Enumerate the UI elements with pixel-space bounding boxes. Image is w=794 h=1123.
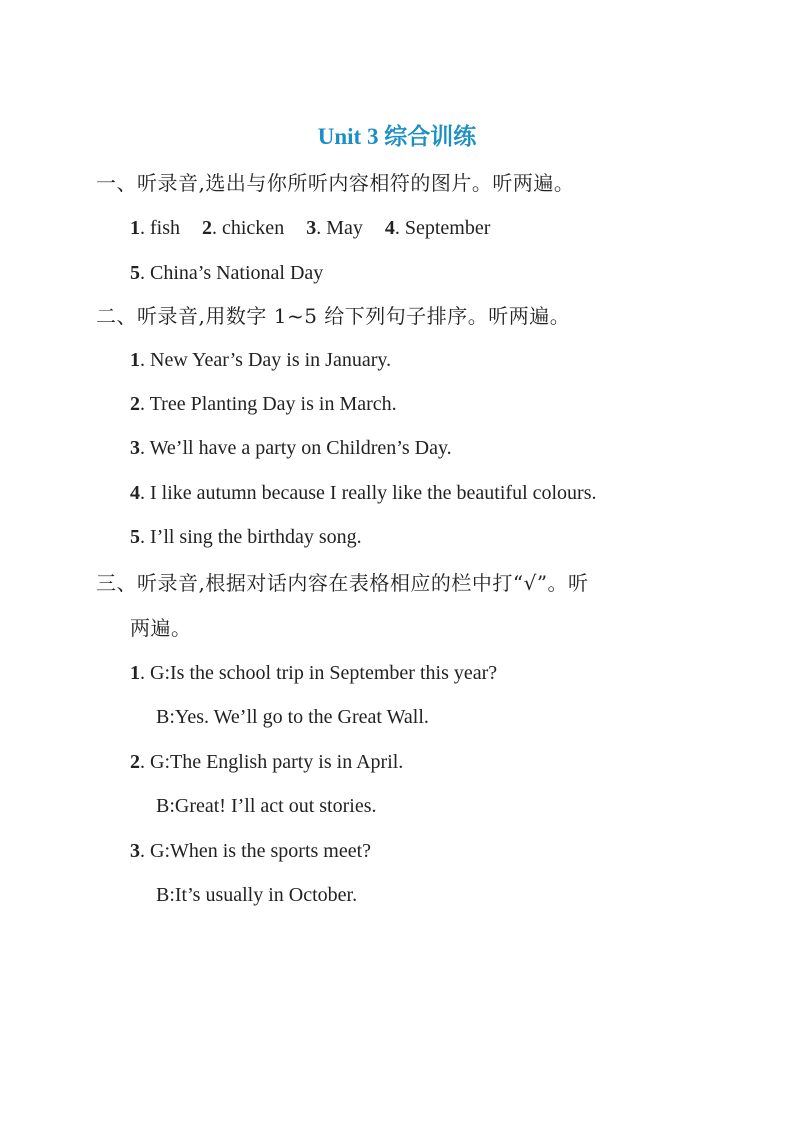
dialogue-line: 1. G:Is the school trip in September this year? — [130, 662, 498, 684]
list-item: 4. I like autumn because I really like the beautiful colours. — [130, 482, 597, 504]
list-item: 3. May — [306, 217, 363, 239]
section3-instruction-cont: 两遍。 — [130, 616, 192, 640]
dialogue-line: B:It’s usually in October. — [156, 884, 358, 906]
list-item: 1. fish — [130, 217, 180, 239]
list-item: 5. China’s National Day — [130, 262, 324, 284]
dialogue-line: 2. G:The English party is in April. — [130, 751, 404, 773]
section1-items-row — [130, 214, 490, 242]
page-title: Unit 3 综合训练 — [317, 124, 477, 149]
list-item: 2. chicken — [202, 217, 285, 239]
list-item: 4. September — [384, 217, 491, 239]
list-item: 5. I’ll sing the birthday song. — [130, 526, 362, 548]
list-item: 1. New Year’s Day is in January. — [130, 349, 392, 371]
dialogue-line: B:Great! I’ll act out stories. — [156, 795, 377, 817]
list-item: 2. Tree Planting Day is in March. — [130, 393, 397, 415]
list-item: 3. We’ll have a party on Children’s Day. — [130, 437, 452, 459]
dialogue-line: B:Yes. We’ll go to the Great Wall. — [156, 706, 429, 728]
section2-instruction: 二、听录音,用数字 1~5 给下列句子排序。听两遍。 — [96, 304, 571, 328]
dialogue-line: 3. G:When is the sports meet? — [130, 840, 372, 862]
section3-instruction: 三、听录音,根据对话内容在表格相应的栏中打“√”。听 — [96, 571, 589, 595]
section1-instruction: 一、听录音,选出与你所听内容相符的图片。听两遍。 — [96, 171, 575, 195]
